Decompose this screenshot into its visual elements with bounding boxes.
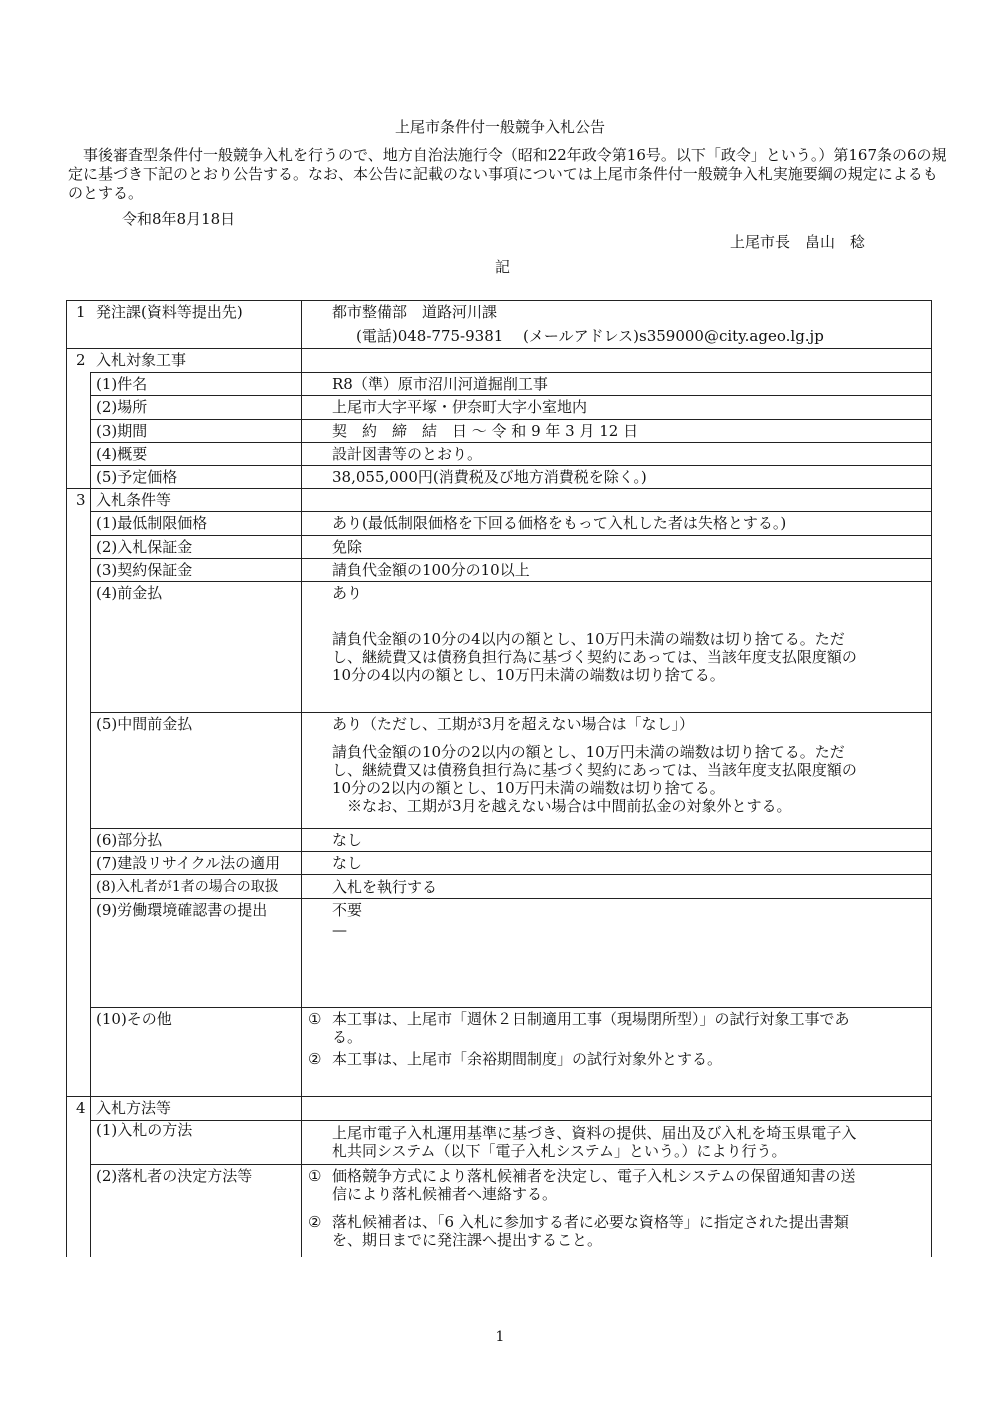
detail-line: 請負代金額の10分の2以内の額とし、10万円未満の端数は切り捨てる。ただ	[332, 743, 845, 761]
method-text: 上尾市電子入札運用基準に基づき、資料の提供、届出及び入札を埼玉県電子入	[332, 1124, 857, 1142]
notice-title: 上尾市条件付一般競争入札公告	[394, 118, 605, 136]
ki-heading: 記	[495, 258, 511, 276]
item-label: (1)件名	[96, 375, 148, 393]
item-value: なし	[332, 854, 363, 872]
item-value: なし	[332, 831, 363, 849]
item-value: 設計図書等のとおり。	[332, 445, 483, 463]
item-value: 免除	[332, 538, 363, 556]
item-label: (2)落札者の決定方法等	[96, 1167, 253, 1185]
item-label: (2)入札保証金	[96, 538, 193, 556]
item-label: (8)入札者が1者の場合の取扱	[96, 879, 279, 895]
table-indent-line-b	[90, 1121, 91, 1257]
row-line	[90, 511, 932, 512]
row-line	[90, 712, 932, 713]
item-value: あり(最低制限価格を下回る価格をもって入札した者は失格とする。)	[332, 514, 787, 532]
section-2-label: 入札対象工事	[96, 351, 187, 369]
section-3-label: 入札条件等	[96, 491, 172, 509]
item-value: R8（準）原市沼川河道掘削工事	[332, 375, 548, 393]
decision-mark: ①	[308, 1167, 322, 1185]
row-line	[90, 898, 932, 899]
page-number: 1	[495, 1329, 505, 1345]
row-line	[66, 488, 932, 489]
row-line	[66, 1096, 932, 1097]
table-divider	[301, 300, 302, 1257]
item-label: (3)期間	[96, 422, 148, 440]
decision-text: を、期日までに発注課へ提出すること。	[332, 1231, 603, 1249]
labor-sub: —	[332, 921, 347, 939]
row-line	[90, 535, 932, 536]
row-line	[90, 395, 932, 396]
notice-date: 令和8年8月18日	[122, 210, 236, 228]
item-value: 契 約 締 結 日 ～ 令 和 9 年 3 月 12 日	[332, 422, 639, 440]
detail-line: 請負代金額の10分の4以内の額とし、10万円未満の端数は切り捨てる。ただ	[332, 630, 845, 648]
item-label: (2)場所	[96, 398, 148, 416]
other-mark: ①	[308, 1010, 322, 1028]
method-text: 札共同システム（以下「電子入札システム」という。）により行う。	[332, 1142, 787, 1160]
item-value: あり	[332, 584, 363, 602]
item-label: (3)契約保証金	[96, 561, 193, 579]
dept-contact: (電話)048-775-9381 (メールアドレス)s359000@city.ageo.lg.jp	[356, 327, 824, 345]
item-label: (5)予定価格	[96, 468, 178, 486]
section-2-number: 2	[76, 351, 86, 369]
row-line	[90, 442, 932, 443]
row-line	[90, 419, 932, 420]
section-3-number: 3	[76, 491, 86, 509]
decision-text: 価格競争方式により落札候補者を決定し、電子入札システムの保留通知書の送	[332, 1167, 856, 1185]
item-label: (6)部分払	[96, 831, 163, 849]
row-line	[90, 465, 932, 466]
item-label: (10)その他	[96, 1010, 172, 1028]
detail-line: 10分の2以内の額とし、10万円未満の端数は切り捨てる。	[332, 779, 725, 797]
detail-line: ※なお、工期が3月を越えない場合は中間前払金の対象外とする。	[332, 797, 792, 815]
item-label: (7)建設リサイクル法の適用	[96, 854, 281, 872]
detail-line: し、継続費又は債務負担行為に基づく契約にあっては、当該年度支払限度額の	[332, 648, 857, 666]
other-mark: ②	[308, 1050, 322, 1068]
row-line	[90, 372, 932, 373]
item-label: (5)中間前金払	[96, 715, 193, 733]
item-value: 入札を執行する	[332, 878, 438, 896]
other-text: 本工事は、上尾市「余裕期間制度」の試行対象外とする。	[332, 1050, 723, 1068]
item-label: (9)労働環境確認書の提出	[96, 901, 268, 919]
item-value: 請負代金額の100分の10以上	[332, 561, 530, 579]
row-line	[66, 348, 932, 349]
row-line	[90, 581, 932, 582]
row-line	[90, 558, 932, 559]
row-line	[90, 1120, 932, 1121]
item-label: (4)前金払	[96, 584, 163, 602]
mayor-signature: 上尾市長 畠山 稔	[730, 233, 866, 251]
section-4-label: 入札方法等	[96, 1099, 172, 1117]
intro-paragraph: 事後審査型条件付一般競争入札を行うので、地方自治法施行令（昭和22年政令第16号。以下「政令」という。）第167条の6の規定に基づき下記のとおり公告する。なお、本公告に記載のない事項については上尾市条件付一般競争入札実施要綱の規定によるものとする。	[68, 146, 947, 202]
table-border-right	[931, 300, 932, 1257]
row-line	[90, 1164, 932, 1165]
item-value: 38,055,000円(消費税及び地方消費税を除く。)	[332, 468, 647, 486]
dept-name: 都市整備部 道路河川課	[332, 303, 498, 321]
detail-line: し、継続費又は債務負担行為に基づく契約にあっては、当該年度支払限度額の	[332, 761, 857, 779]
section-1-label: 発注課(資料等提出先)	[96, 303, 243, 321]
section-1-number: 1	[76, 303, 86, 321]
item-label: (1)最低制限価格	[96, 514, 208, 532]
row-line	[90, 874, 932, 875]
decision-mark: ②	[308, 1213, 322, 1231]
decision-text: 落札候補者は、「6 入札に参加する者に必要な資格等」に指定された提出書類	[332, 1213, 849, 1231]
row-line	[90, 851, 932, 852]
table-border-left	[66, 300, 67, 1257]
item-label: (1)入札の方法	[96, 1121, 193, 1139]
item-value: あり（ただし、工期が3月を超えない場合は「なし」）	[332, 715, 695, 733]
other-text: る。	[332, 1028, 363, 1046]
item-value: 不要	[332, 901, 363, 919]
item-value: 上尾市大字平塚・伊奈町大字小室地内	[332, 398, 588, 416]
decision-text: 信により落札候補者へ連絡する。	[332, 1185, 558, 1203]
notice-table	[66, 300, 932, 1257]
detail-line: 10分の4以内の額とし、10万円未満の端数は切り捨てる。	[332, 666, 725, 684]
section-4-number: 4	[76, 1099, 86, 1117]
other-text: 本工事は、上尾市「週休２日制適用工事（現場閉所型）」の試行対象工事であ	[332, 1010, 850, 1028]
item-label: (4)概要	[96, 445, 148, 463]
row-line	[90, 828, 932, 829]
row-line	[90, 1007, 932, 1008]
table-border-top	[66, 300, 932, 301]
